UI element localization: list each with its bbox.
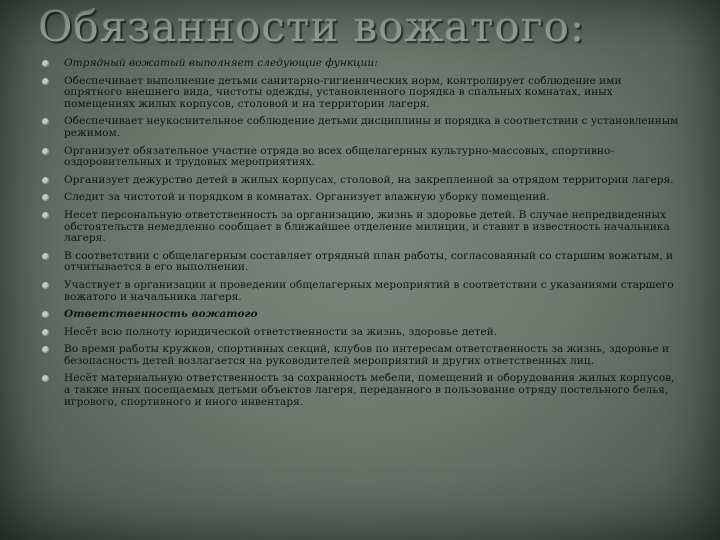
list-item-text: Несёт всю полноту юридической ответственности за жизнь, здоровье детей.	[64, 325, 498, 338]
list-item-text: Несет персональную ответственность за организацию, жизнь и здоровье детей. В случае непредвиденных обстоятельств немедленно сообщает в ближайшее отделение милиции, и ставит в известность начальника лагеря.	[64, 208, 670, 245]
bullet-icon	[42, 60, 49, 67]
list-item	[28, 116, 680, 139]
bullet-icon	[42, 148, 49, 155]
list-item-text: Участвует в организации и проведении общелагерных мероприятий в соответствии с указаниями старшего вожатого и начальника лагеря.	[64, 278, 674, 303]
list-item-text: Организует обязательное участие отряда во всех общелагерных культурно-массовых, спортивно-оздоровительных и трудовых мероприятиях.	[64, 144, 614, 169]
list-item-text: Несёт материальную ответственность за сохранность мебели, помещений и оборудования жилых корпусов, а также иных посещаемых детьми объектов лагеря, переданного в пользование отряду постельного белья, игрового, спортивного и иного инвентаря.	[64, 372, 675, 408]
bullet-list	[28, 58, 680, 414]
bullet-icon	[42, 346, 49, 353]
slide-title: Обязанности вожатого:	[38, 2, 586, 51]
list-item-text: В соответствии с общелагерным составляет отрядный план работы, согласованный со старшим вожатым, и отчитывается в его выполнении.	[64, 249, 674, 274]
list-item	[28, 373, 680, 408]
list-item-text: Следит за чистотой и порядком в комнатах. Организует влажную уборку помещений.	[64, 191, 550, 204]
list-item	[28, 344, 680, 367]
list-item-text: Организует дежурство детей в жилых корпусах, столовой, на закрепленной за отрядом территории лагеря.	[64, 173, 674, 186]
list-item	[28, 76, 680, 111]
list-item-text: Отрядный вожатый выполняет следующие функции:	[64, 57, 378, 69]
list-item	[28, 175, 680, 187]
list-item	[28, 58, 680, 70]
bullet-icon	[42, 212, 49, 219]
list-item	[28, 327, 680, 339]
list-item	[28, 309, 680, 321]
bullet-icon	[42, 194, 49, 201]
bullet-icon	[42, 78, 49, 85]
list-item-text: Обеспечивает выполнение детьми санитарно-гигиенических норм, контролирует соблюдение ими опрятного внешнего вида, чистоты одежды, установленного порядка в спальных комнатах, иных помещениях жилых корпусов, столовой и на территории лагеря.	[64, 74, 622, 110]
list-item	[28, 251, 680, 274]
list-item-text: Во время работы кружков, спортивных секций, клубов по интересам ответственность за жизнь, здоровье и безопасность детей возлагается на руководителей мероприятий и других ответственных лиц.	[64, 343, 670, 367]
bullet-icon	[42, 375, 49, 382]
list-item	[28, 210, 680, 245]
bullet-icon	[42, 282, 49, 289]
bullet-icon	[42, 311, 49, 318]
bullet-icon	[42, 118, 49, 125]
list-item	[28, 192, 680, 204]
bullet-icon	[42, 329, 49, 336]
bullet-icon	[42, 177, 49, 184]
bullet-icon	[42, 253, 49, 260]
list-item-text: Ответственность вожатого	[64, 308, 258, 321]
list-item	[28, 146, 680, 169]
list-item-text: Обеспечивает неукоснительное соблюдение детьми дисциплины и порядка в соответствии с установленным режимом.	[64, 115, 679, 139]
list-item	[28, 280, 680, 303]
